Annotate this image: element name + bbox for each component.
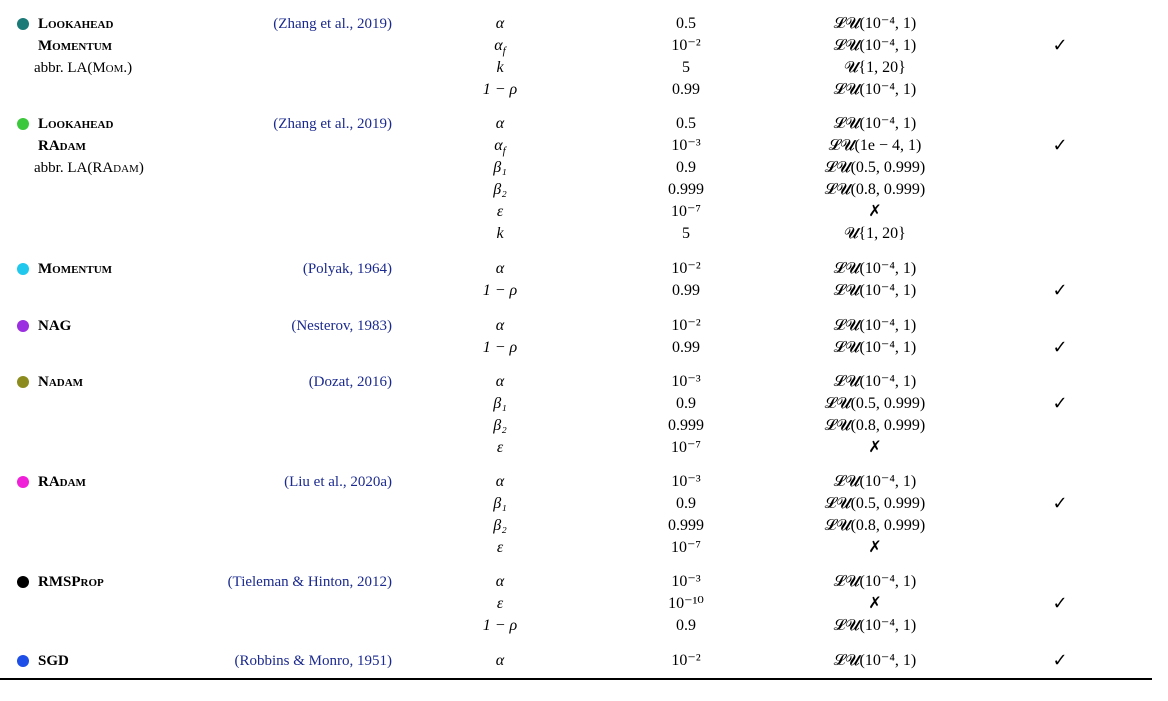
hyperparameter-symbol: 1 − ρ <box>482 339 518 356</box>
optimizer-color-dot <box>17 576 29 588</box>
optimizer-name: RMSProp <box>38 574 104 590</box>
tuning-distribution: ✗ <box>868 203 882 220</box>
hyperparameter-symbol: α <box>495 15 505 32</box>
tuning-distribution: ✗ <box>868 439 882 456</box>
hyperparameter-symbol: $\alpha_f$ <box>494 137 506 158</box>
tuned-check-icon: ✓ <box>1052 337 1068 358</box>
optimizer-name: NAG <box>38 318 72 334</box>
tuning-distribution: 𝓛𝓤(0.8, 0.999) <box>824 417 926 434</box>
tuning-distribution: 𝓛𝓤(10⁻⁴, 1) <box>833 15 917 32</box>
hyperparameter-symbol: β₂ <box>493 181 507 198</box>
hyperparameter-symbol: α <box>495 473 505 490</box>
optimizer-color-dot <box>17 655 29 667</box>
default-value: 10⁻² <box>671 37 701 54</box>
optimizer-name: Lookahead <box>38 16 114 32</box>
optimizer-reference-link[interactable]: (Dozat, 2016) <box>308 374 392 390</box>
hyperparameter-symbol: α <box>495 115 505 132</box>
tuning-distribution: 𝓛𝓤(0.8, 0.999) <box>824 517 926 534</box>
default-value: 10⁻⁷ <box>670 539 702 556</box>
optimizer-reference-link[interactable]: (Liu et al., 2020a) <box>284 474 392 490</box>
default-value: 0.999 <box>668 417 704 434</box>
optimizer-name: Nadam <box>38 374 84 390</box>
optimizer-color-dot <box>17 476 29 488</box>
optimizer-abbreviation: abbr. LA(Mom.) <box>34 60 133 76</box>
default-value: 10⁻³ <box>671 473 701 490</box>
default-value: 0.99 <box>672 282 700 299</box>
tuning-distribution: 𝓛𝓤(10⁻⁴, 1) <box>833 115 917 132</box>
hyperparameter-symbol: $\alpha_f$ <box>494 37 506 58</box>
tuning-distribution: 𝓛𝓤(10⁻⁴, 1) <box>833 282 917 299</box>
default-value: 0.9 <box>676 495 696 512</box>
tuning-distribution: ✗ <box>868 595 882 612</box>
optimizer-color-dot <box>17 376 29 388</box>
tuning-distribution: 𝓛𝓤(10⁻⁴, 1) <box>833 339 917 356</box>
optimizer-reference-link[interactable]: (Zhang et al., 2019) <box>273 16 392 32</box>
tuned-check-icon: ✓ <box>1052 393 1068 414</box>
hyperparameter-symbol: ε <box>496 203 504 220</box>
hyperparameter-symbol: α <box>495 652 505 669</box>
default-value: 0.999 <box>668 517 704 534</box>
default-value: 10⁻¹⁰ <box>668 595 704 612</box>
optimizer-group <box>0 315 1168 359</box>
optimizer-name: SGD <box>38 653 69 669</box>
optimizer-name: RAdam <box>38 474 86 490</box>
tuning-distribution: 𝓛𝓤(10⁻⁴, 1) <box>833 37 917 54</box>
hyperparameter-symbol: α <box>495 317 505 334</box>
optimizer-color-dot <box>17 320 29 332</box>
optimizer-group <box>0 471 1168 559</box>
default-value: 10⁻³ <box>671 573 701 590</box>
tuning-distribution: 𝓛𝓤(0.5, 0.999) <box>824 495 926 512</box>
default-value: 0.999 <box>668 181 704 198</box>
tuning-distribution: ✗ <box>868 539 882 556</box>
optimizer-group <box>0 258 1168 302</box>
tuning-distribution: 𝓛𝓤(10⁻⁴, 1) <box>833 617 917 634</box>
optimizer-group <box>0 371 1168 459</box>
default-value: 0.5 <box>676 15 696 32</box>
tuning-distribution: 𝓤{1, 20} <box>844 59 906 76</box>
hyperparameter-symbol: α <box>495 573 505 590</box>
tuning-distribution: 𝓛𝓤(0.5, 0.999) <box>824 159 926 176</box>
hyperparameter-symbol: ε <box>496 595 504 612</box>
optimizer-reference-link[interactable]: (Robbins & Monro, 1951) <box>234 653 392 669</box>
hyperparameter-symbol: β₂ <box>493 517 507 534</box>
default-value: 5 <box>682 59 690 76</box>
tuning-distribution: 𝓛𝓤(10⁻⁴, 1) <box>833 573 917 590</box>
tuned-check-icon: ✓ <box>1052 280 1068 301</box>
tuning-distribution: 𝓛𝓤(10⁻⁴, 1) <box>833 373 917 390</box>
optimizer-group <box>0 571 1168 637</box>
hyperparameter-symbol: β₁ <box>493 495 507 512</box>
optimizer-name: Lookahead <box>38 116 114 132</box>
tuning-distribution: 𝓛𝓤(10⁻⁴, 1) <box>833 473 917 490</box>
tuned-check-icon: ✓ <box>1052 135 1068 156</box>
default-value: 10⁻⁷ <box>670 203 702 220</box>
hyperparameter-symbol: β₁ <box>493 395 507 412</box>
hyperparameter-symbol: β₂ <box>493 417 507 434</box>
tuning-distribution: 𝓛𝓤(10⁻⁴, 1) <box>833 81 917 98</box>
tuning-distribution: 𝓛𝓤(10⁻⁴, 1) <box>833 652 917 669</box>
optimizer-reference-link[interactable]: (Polyak, 1964) <box>302 261 392 277</box>
tuning-distribution: 𝓛𝓤(1e − 4, 1) <box>828 137 922 154</box>
bottom-rule <box>0 678 1152 680</box>
optimizer-color-dot <box>17 118 29 130</box>
optimizer-group <box>0 13 1168 101</box>
hyperparameter-symbol: 1 − ρ <box>482 282 518 299</box>
optimizer-color-dot <box>17 263 29 275</box>
tuned-check-icon: ✓ <box>1052 493 1068 514</box>
optimizer-reference-link[interactable]: (Nesterov, 1983) <box>291 318 392 334</box>
hyperparameter-symbol: 1 − ρ <box>482 617 518 634</box>
tuned-check-icon: ✓ <box>1052 650 1068 671</box>
optimizer-name: Momentum <box>38 261 113 277</box>
optimizer-reference-link[interactable]: (Zhang et al., 2019) <box>273 116 392 132</box>
tuning-distribution: 𝓛𝓤(10⁻⁴, 1) <box>833 317 917 334</box>
optimizer-color-dot <box>17 18 29 30</box>
default-value: 0.99 <box>672 339 700 356</box>
default-value: 0.9 <box>676 159 696 176</box>
hyperparameter-symbol: k <box>496 59 504 76</box>
default-value: 10⁻⁷ <box>670 439 702 456</box>
default-value: 5 <box>682 225 690 242</box>
tuned-check-icon: ✓ <box>1052 35 1068 56</box>
optimizer-reference-link[interactable]: (Tieleman & Hinton, 2012) <box>227 574 392 590</box>
default-value: 10⁻² <box>671 260 701 277</box>
tuning-distribution: 𝓤{1, 20} <box>844 225 906 242</box>
optimizer-name: Momentum <box>38 38 113 54</box>
default-value: 0.5 <box>676 115 696 132</box>
tuned-check-icon: ✓ <box>1052 593 1068 614</box>
optimizer-name: RAdam <box>38 138 86 154</box>
hyperparameter-symbol: ε <box>496 539 504 556</box>
default-value: 0.9 <box>676 617 696 634</box>
hyperparameter-symbol: α <box>495 260 505 277</box>
optimizer-group <box>0 113 1168 245</box>
default-value: 0.99 <box>672 81 700 98</box>
hyperparameter-symbol: k <box>496 225 504 242</box>
default-value: 10⁻² <box>671 317 701 334</box>
tuning-distribution: 𝓛𝓤(10⁻⁴, 1) <box>833 260 917 277</box>
optimizer-group <box>0 650 1168 672</box>
hyperparameter-symbol: ε <box>496 439 504 456</box>
default-value: 0.9 <box>676 395 696 412</box>
hyperparameter-symbol: 1 − ρ <box>482 81 518 98</box>
tuning-distribution: 𝓛𝓤(0.5, 0.999) <box>824 395 926 412</box>
tuning-distribution: 𝓛𝓤(0.8, 0.999) <box>824 181 926 198</box>
default-value: 10⁻³ <box>671 137 701 154</box>
default-value: 10⁻² <box>671 652 701 669</box>
default-value: 10⁻³ <box>671 373 701 390</box>
optimizer-abbreviation: abbr. LA(RAdam) <box>34 160 144 176</box>
hyperparameter-symbol: β₁ <box>493 159 507 176</box>
hyperparameter-symbol: α <box>495 373 505 390</box>
